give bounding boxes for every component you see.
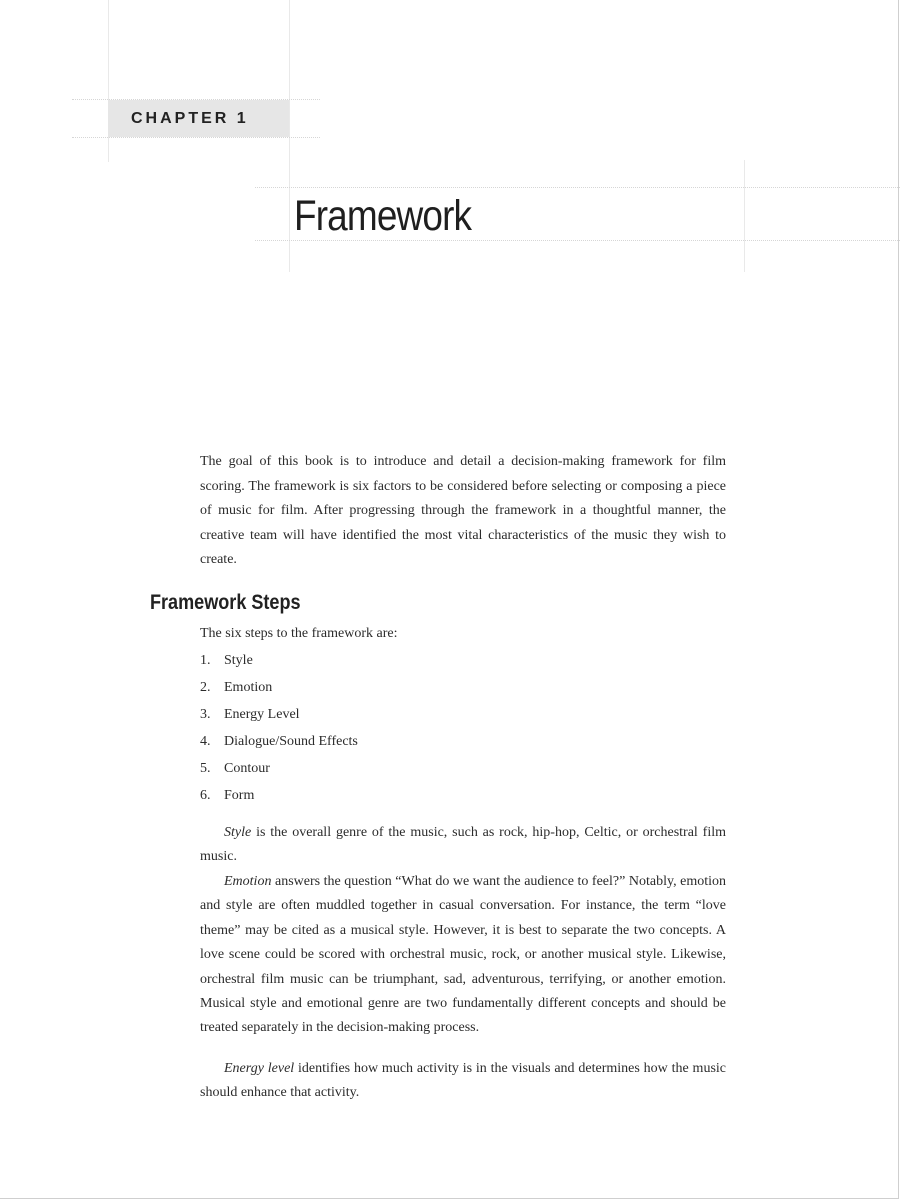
- list-item-number: 1.: [200, 653, 211, 668]
- steps-intro: The six steps to the framework are:: [200, 626, 398, 641]
- list-item-label: Style: [224, 653, 253, 668]
- style-term: Style: [224, 825, 252, 840]
- list-item: [200, 757, 358, 784]
- list-item: [200, 730, 358, 757]
- list-item: [200, 649, 358, 676]
- list-item-label: Emotion: [224, 680, 273, 696]
- emotion-term: Emotion: [224, 874, 272, 889]
- list-item-label: Energy Level: [224, 707, 300, 723]
- list-item-label: Contour: [224, 761, 270, 777]
- steps-list: [200, 649, 358, 812]
- chapter-title: Framework: [294, 192, 472, 240]
- guide-line: [289, 0, 290, 272]
- list-item-label: Form: [224, 788, 255, 804]
- list-item-number: 3.: [200, 707, 211, 723]
- emotion-paragraph: [200, 870, 726, 1041]
- chapter-label: CHAPTER 1: [131, 110, 249, 127]
- guide-line: [744, 160, 745, 272]
- emotion-text: answers the question “What do we want the audience to feel?” Notably, emotion and style are often muddled together in casual conversation. For instance, the term “love theme” may be cited as a musical style. However, it is best to separate the two concepts. A love scene could be scored with orchestral music, rock, or another musical style. Likewise, orchestral film music can be triumphant, sad, adventurous, terrifying, or another emotion. Musical style and emotional genre are two fundamentally different concepts and should be treated separately in the decision-making process.: [200, 874, 726, 1036]
- style-paragraph: [200, 821, 726, 870]
- energy-text: identifies how much activity is in the visuals and determines how the music should enhance that activity.: [200, 1061, 726, 1101]
- list-item-number: 6.: [200, 788, 211, 804]
- list-item: [200, 676, 358, 703]
- guide-line: [72, 137, 320, 138]
- style-text: is the overall genre of the music, such as rock, hip-hop, Celtic, or orchestral film music.: [200, 825, 726, 865]
- list-item: [200, 784, 358, 811]
- list-item-number: 2.: [200, 680, 211, 696]
- list-item-number: 5.: [200, 761, 211, 777]
- list-item: [200, 703, 358, 730]
- energy-paragraph: [200, 1057, 726, 1106]
- intro-paragraph: The goal of this book is to introduce and detail a decision-making framework for film scoring. The framework is six factors to be considered before selecting or composing a piece of music for film. After progressing through the framework in a thoughtful manner, the creative team will have identified the most vital characteristics of the music they wish to create.: [200, 454, 726, 567]
- list-item-number: 4.: [200, 734, 211, 750]
- list-item-label: Dialogue/Sound Effects: [224, 734, 358, 750]
- section-heading: Framework Steps: [150, 591, 301, 614]
- energy-term: Energy level: [224, 1061, 295, 1076]
